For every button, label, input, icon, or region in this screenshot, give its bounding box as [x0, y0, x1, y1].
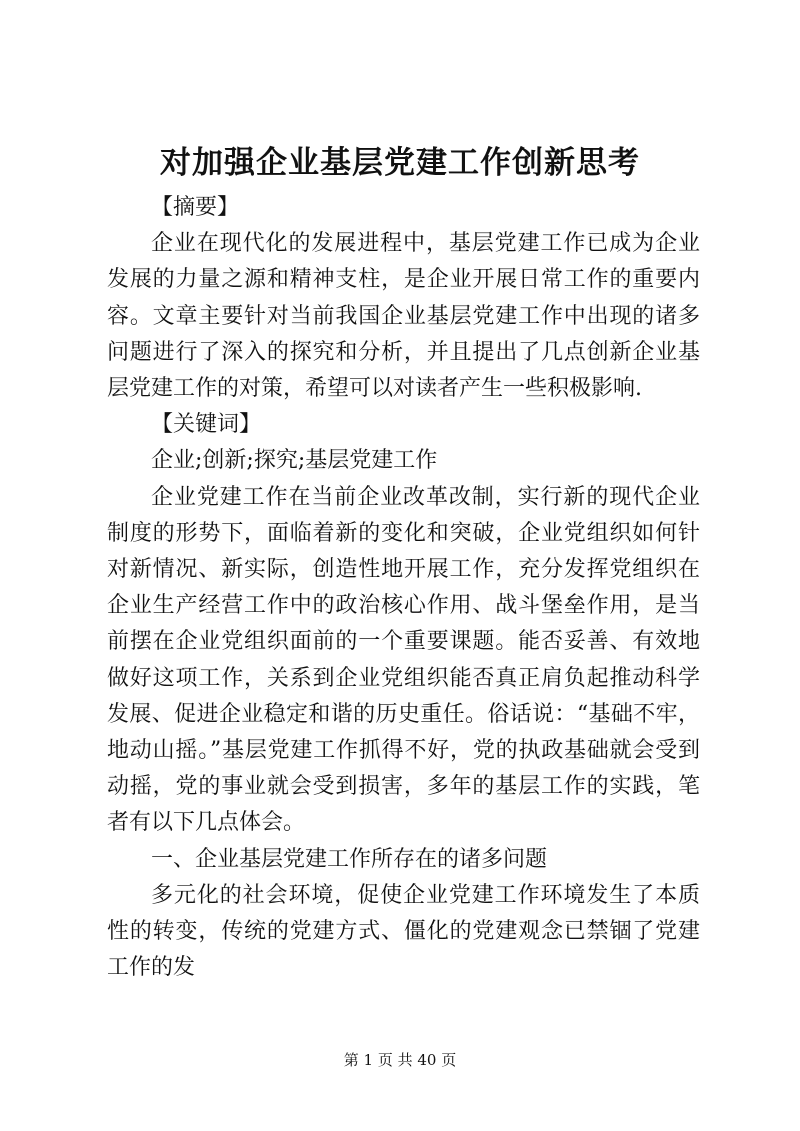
abstract-paragraph: 企业在现代化的发展进程中，基层党建工作已成为企业发展的力量之源和精神支柱，是企业开展日常工作的重要内容。文章主要针对当前我国企业基层党建工作中出现的诸多问题进行了深入的探究和分析，并且提出了几点创新企业基层党建工作的对策，希望可以对读者产生一些积极影响. — [107, 231, 700, 402]
intro-paragraph: 企业党建工作在当前企业改革改制，实行新的现代企业制度的形势下，面临着新的变化和突破，企业党组织如何针对新情况、新实际，创造性地开展工作，充分发挥党组织在企业生产经营工作中的政治核心作用、战斗堡垒作用，是当前摆在企业党组织面前的一个重要课题。能否妥善、有效地做好这项工作，关系到企业党组织能否真正肩负起推动科学发展、促进企业稳定和谐的历史重任。俗话说：“基础不牢，地动山摇。”基层党建工作抓得不好，党的执政基础就会受到动摇，党的事业就会受到损害，多年的基层工作的实践，笔者有以下几点体会。 — [107, 484, 700, 836]
abstract-heading: 【摘要】 — [151, 195, 240, 220]
keywords-heading: 【关键词】 — [151, 412, 262, 438]
document-body — [107, 190, 700, 986]
section-paragraph: 多元化的社会环境，促使企业党建工作环境发生了本质性的转变，传统的党建方式、僵化的党建观念已禁锢了党建工作的发 — [107, 882, 700, 981]
page-footer: 第 1 页 共 40 页 — [343, 1051, 457, 1069]
section-heading: 一、企业基层党建工作所存在的诸多问题 — [151, 846, 548, 872]
document-title: 对加强企业基层党建工作创新思考 — [160, 145, 640, 181]
keywords-paragraph: 企业;创新;探究;基层党建工作 — [151, 448, 438, 474]
